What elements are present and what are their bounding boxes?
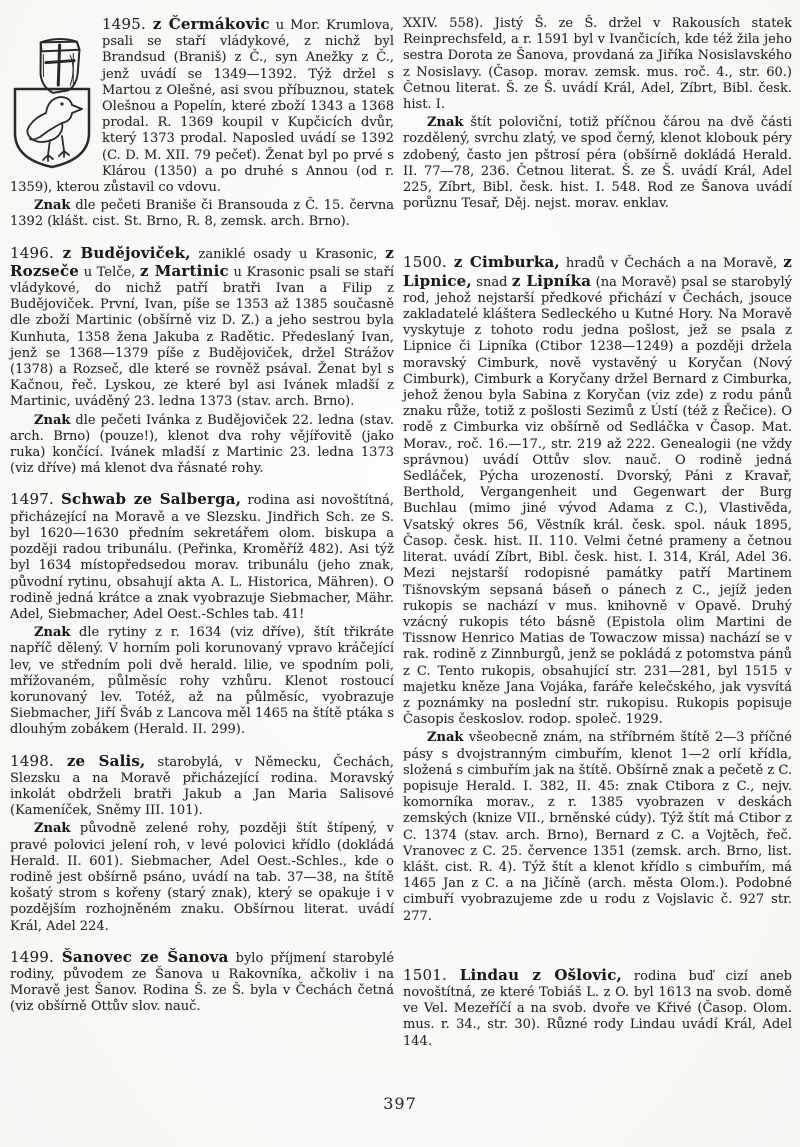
- blazon-paragraph: [10, 198, 394, 230]
- family-name: z Lipnice,: [403, 253, 792, 290]
- entry-number: 1500.: [403, 253, 454, 272]
- blazon-paragraph: [403, 730, 792, 924]
- body-text: XXIV. 558). Jistý Š. ze Š. držel v Rakousích statek Reinprechsfeld, a r. 1591 byl v Ivančicích, kde též žila jeho sestra Dorota ze Šanova, provdaná za Jiříka Nosislavského z Nosislavy. (Časop. morav. zemsk. mus. roč. 4., str. 60.) Četnou literat. Š. ze Š. uvádí Král, Adel, Zíbrt, Bibl. česk. hist. I.: [403, 16, 792, 113]
- continuation-paragraph: [403, 16, 792, 113]
- entry-paragraph: [10, 491, 394, 623]
- body-text: hradů v Čechách a na Moravě,: [559, 256, 784, 272]
- body-text: dle rytiny z r. 1634 (viz dříve), štít třikráte napříč dělený. V horním poli korunovaný vpravo kráčející lev, ve středním poli dvě herald. lilie, ve spodním poli, mřížovaném, půlměsíc rohy vzhůru. Klenot rostoucí korunovaný lev. Totéž, až na půlměsíc, vyobrazuje Siebmacher, Jiří Šváb z Lancova měl 1465 na štítě ptáka s dlouhým zobákem (Herald. II. 299).: [10, 625, 394, 738]
- entry-number: 1501.: [403, 965, 460, 984]
- body-text: (na Moravě) psal se starobylý rod, jehož nejstarší předkové přichází v Čechách, jsouce zakladatelé kláštera Sedleckého u Kutné Hory. Na Moravě vyskytuje z tohoto rodu jedna pošlost, jež se psala z Lipnice či Lipníka (Ctibor 1238—1249) a později držela moravský Cimburk, nově vystavěný u Koryčan (Nový Cimburk), Cimburk a Koryčany držel Bernard z Cimburka, jehož ženou byla Sabina z Koryčan (viz zde) z rodu pánů znaku růže, totiž z pošlosti Sezimů z Ústí (též z Řečice). O rodě z Cimburka viz obšírně od Sedláčka v Časop. Mat. Morav., roč. 16.—17., str. 219 až 222. Genealogii (ne vždy správnou) uvádí Ottův slov. nauč. O rodině jedná Sedláček, Pýcha urozeností. Dvorský, Páni z Kravař, Berthold, Vergangenheit und Gegenwart der Burg Buchlau (mimo jiné vývod Adama z C.), Vlastivěda, Vsatský okres 56, Věstník král. česk. spol. náuk 1895, Časop. česk. hist. II. 110. Velmi četné prameny a četnou literat. uvádí Zíbrt, Bibl. česk. hist. I. 314, Král, Adel 36. Mezi nejstarší rodopisné památky patří Martinem Tišnovským sepsaná báseň o pánech z C., jejíž jeden rukopis se nachází v mus. knihovně v Opavě. Druhý vzácný rukopis této básně (Epistola olim Martini de Tissnow Henrico Matias de Towaczow missa) nachází se v rak. rodině z Zinnburgů, jenž se pokládá z potomstva pánů z C. Tento rukopis, obsahující str. 231—281, byl 1515 v majetku kněze Jana Vojáka, faráře kelečského, jak vysvítá z poznámky na poslední str. rukopisu. Rukopis popisuje Časopis českoslov. rodop. společ. 1929.: [403, 274, 792, 728]
- family-name: z Lipníka: [511, 271, 592, 290]
- entry-number: 1495.: [102, 15, 153, 33]
- body-text: u Mor. Krumlova, psali se staří vládykové, z nichž byl Brandsud (Braniš) z Č., syn Anežky z Č., jenž uvádí se 1349—1392. Týž držel s Martou z Olešné, asi svou příbuznou, statek Olešnou a Popelín, které zboží 1343 a 1368 prodal. R. 1369 koupil v Kupčicích dvůr, který 1373 prodal. Naposled uvádí se 1392 (C. D. M. XII. 79 pečeť). Ženat byl po prvé s Klárou (1350) a po druhé s Annou (od r. 1359), kterou zůstavil co vdovu.: [10, 18, 394, 196]
- body-text: štít poloviční, totiž příčnou čárou na dvě části rozdělený, svrchu zlatý, ve spod černý, klenot klobouk péry zdobený, často jen pštrosí péra (obšírně dokládá Herald. II. 77—78, 236. Četnou literat. Š. ze Š. uvádí Král, Adel 225, Zíbrt, Bibl. česk. hist. I. 548. Rod ze Šanova uvádí porůznu Tesař, Děj. nejst. morav. enklav.: [403, 115, 792, 212]
- blazon-paragraph: [10, 413, 394, 478]
- entry-paragraph: [403, 254, 792, 728]
- family-name: Schwab ze Salberga,: [61, 490, 242, 509]
- entry-number: 1498.: [10, 751, 67, 770]
- body-text: zaniklé osady u Krasonic,: [190, 246, 386, 262]
- entry-number: 1496.: [10, 243, 63, 262]
- entry-paragraph: [10, 753, 394, 820]
- body-text: původně zelené rohy, později štít štípený, v pravé polovici jelení roh, v levé polovici křídlo (dokládá Herald. II. 601). Siebmacher, Adel Oest.-Schles., kde o rodině jest obšírně psáno, uvádí na tab. 37—38, na štítě košatý strom s kořeny (starý znak), který se opakuje i v pozdějším rozhojněném znaku. Obšírnou literat. uvádí Král, Adel 224.: [10, 821, 394, 934]
- bold-lead: Znak: [427, 115, 464, 131]
- bold-lead: Znak: [34, 412, 71, 428]
- bold-lead: Znak: [34, 625, 71, 641]
- body-text: rodina buď cizí aneb novoštítná, ze které Tobiáš L. z O. byl 1613 na svob. domě ve Vel. Mezeříčí a na svob. dvoře ve Křivé (Časop. Olom. mus. r. 34., str. 30). Různé rody Lindau uvádí Král, Adel 144.: [403, 968, 792, 1049]
- body-text: všeobecně znám, na stříbrném štítě 2—3 příčné pásy s dvojstranným cimbuřím, klenot 1—2 orlí křídla, složená s cimbuřím jak na štítě. Obšírně znak a pečetě z C. popisuje Herald. I. 382, II. 45: znak Ctibora z C., nejv. komorníka morav., z r. 1385 vyobrazen v deskách zemských (knize VII., brněnské cúdy). Týž štít má Ctibor z C. 1374 (stav. arch. Brno), Bernard z C. a Vojtěch, řeč. Vranovec z C. 25. července 1351 (zemsk. arch. Brno, list. klášt. cist. R. 4). Týž štít a klenot křídlo s cimbuřím, má 1465 Jan z C. a na Jičíně (arch. města Olom.). Podobné cimbuří vyobrazujeme zde u rodu z Vojslavic č. 927 str. 277.: [403, 730, 792, 924]
- blazon-paragraph: [10, 625, 394, 738]
- family-name: Šanovec ze Šanova: [61, 947, 229, 966]
- entry-number: 1499.: [10, 947, 62, 966]
- body-text: dle pečeti Ivánka z Budějoviček 22. ledna (stav. arch. Brno) (pouze!), klenot dva rohy vějířovitě (jako ruka) končící. Ivánek mladší z Martinic 23. ledna 1373 (viz dříve) má klenot dva řásnaté rohy.: [10, 412, 394, 477]
- body-text: bylo příjmení starobylé rodiny, původem ze Šanova u Rakovníka, ačkoliv i na Moravě jest Šanov. Rodina Š. ze Š. byla v Čechách četná (viz obšírně Ottův slov. nauč.: [10, 950, 394, 1015]
- family-name: z Cimburka,: [453, 253, 560, 272]
- entry-paragraph: [10, 245, 394, 411]
- body-text: snad: [471, 274, 512, 290]
- body-text: rodina asi novoštítná, přicházející na Moravě a ve Slezsku. Jindřich Sch. ze S. byl 1620—1630 předním sekretářem olom. biskupa a později radou tribunálu. (Peřinka, Kroměříž 482). Asi týž byl 1634 místopředsedou morav. tribunálu (jeho znak, původní rytinu, obsahují akta A. L. Historica, Mähren). O rodině jedná krátce a znak vyobrazuje Siebmacher, Mähr. Adel, Siebmacher, Adel Oest.-Schles tab. 41!: [10, 493, 394, 622]
- body-text: u Telče,: [79, 264, 141, 280]
- body-text: u Krasonic psali se staří vládykové, do nichž patří bratři Ivan a Filip z Budějoviček. První, Ivan, píše se 1353 až 1385 současně dle zboží Martinic (obšírně viz D. Z.) a jeho sestrou byla Kunhuta, 1358 žena Jakuba z Radětic. Předeslaný Ivan, jenž se 1368—1379 píše z Budějoviček, držel Strážov (1378) a Rozseč, dle které se rovněž psával. Ženat byl s Kačnou, řeč. Lyskou, ze které byl asi Ivánek mladší z Martinic, uváděný 23. ledna 1373 (stav. arch. Brno).: [10, 264, 394, 410]
- blazon-paragraph: [403, 115, 792, 212]
- entry-paragraph: [10, 949, 394, 1016]
- family-name: z Čermákovic: [152, 15, 270, 33]
- bold-lead: Znak: [34, 198, 71, 214]
- family-name: z Budějoviček,: [62, 243, 191, 262]
- entry-paragraph: [403, 967, 792, 1050]
- family-name: z Martinic: [140, 261, 229, 280]
- bold-lead: Znak: [427, 730, 464, 746]
- family-name: Lindau z Ošlovic,: [459, 965, 622, 984]
- right-column: [403, 16, 792, 1147]
- great-helm-icon: [39, 38, 80, 93]
- family-name: ze Salis,: [66, 751, 146, 770]
- bold-lead: Znak: [34, 821, 71, 837]
- body-text: starobylá, v Německu, Čechách, Slezsku a na Moravě přicházející rodina. Moravský inkolát obdrželi bratři Jakub a Jan Maria Salisové (Kameníček, Sněmy III. 101).: [10, 754, 394, 819]
- family-name: z Rozseče: [10, 243, 394, 280]
- entry-paragraph: [10, 16, 394, 196]
- blazon-paragraph: [10, 821, 394, 934]
- body-text: dle pečeti Braniše či Bransouda z Č. 15. června 1392 (klášt. cist. St. Brno, R. 8, zemsk. arch. Brno).: [10, 198, 394, 230]
- bird-icon: [27, 97, 82, 161]
- entry-number: 1497.: [10, 490, 62, 509]
- left-column: [10, 16, 394, 1147]
- coat-of-arms-figure: [10, 33, 94, 171]
- page-number: 397: [383, 1094, 417, 1113]
